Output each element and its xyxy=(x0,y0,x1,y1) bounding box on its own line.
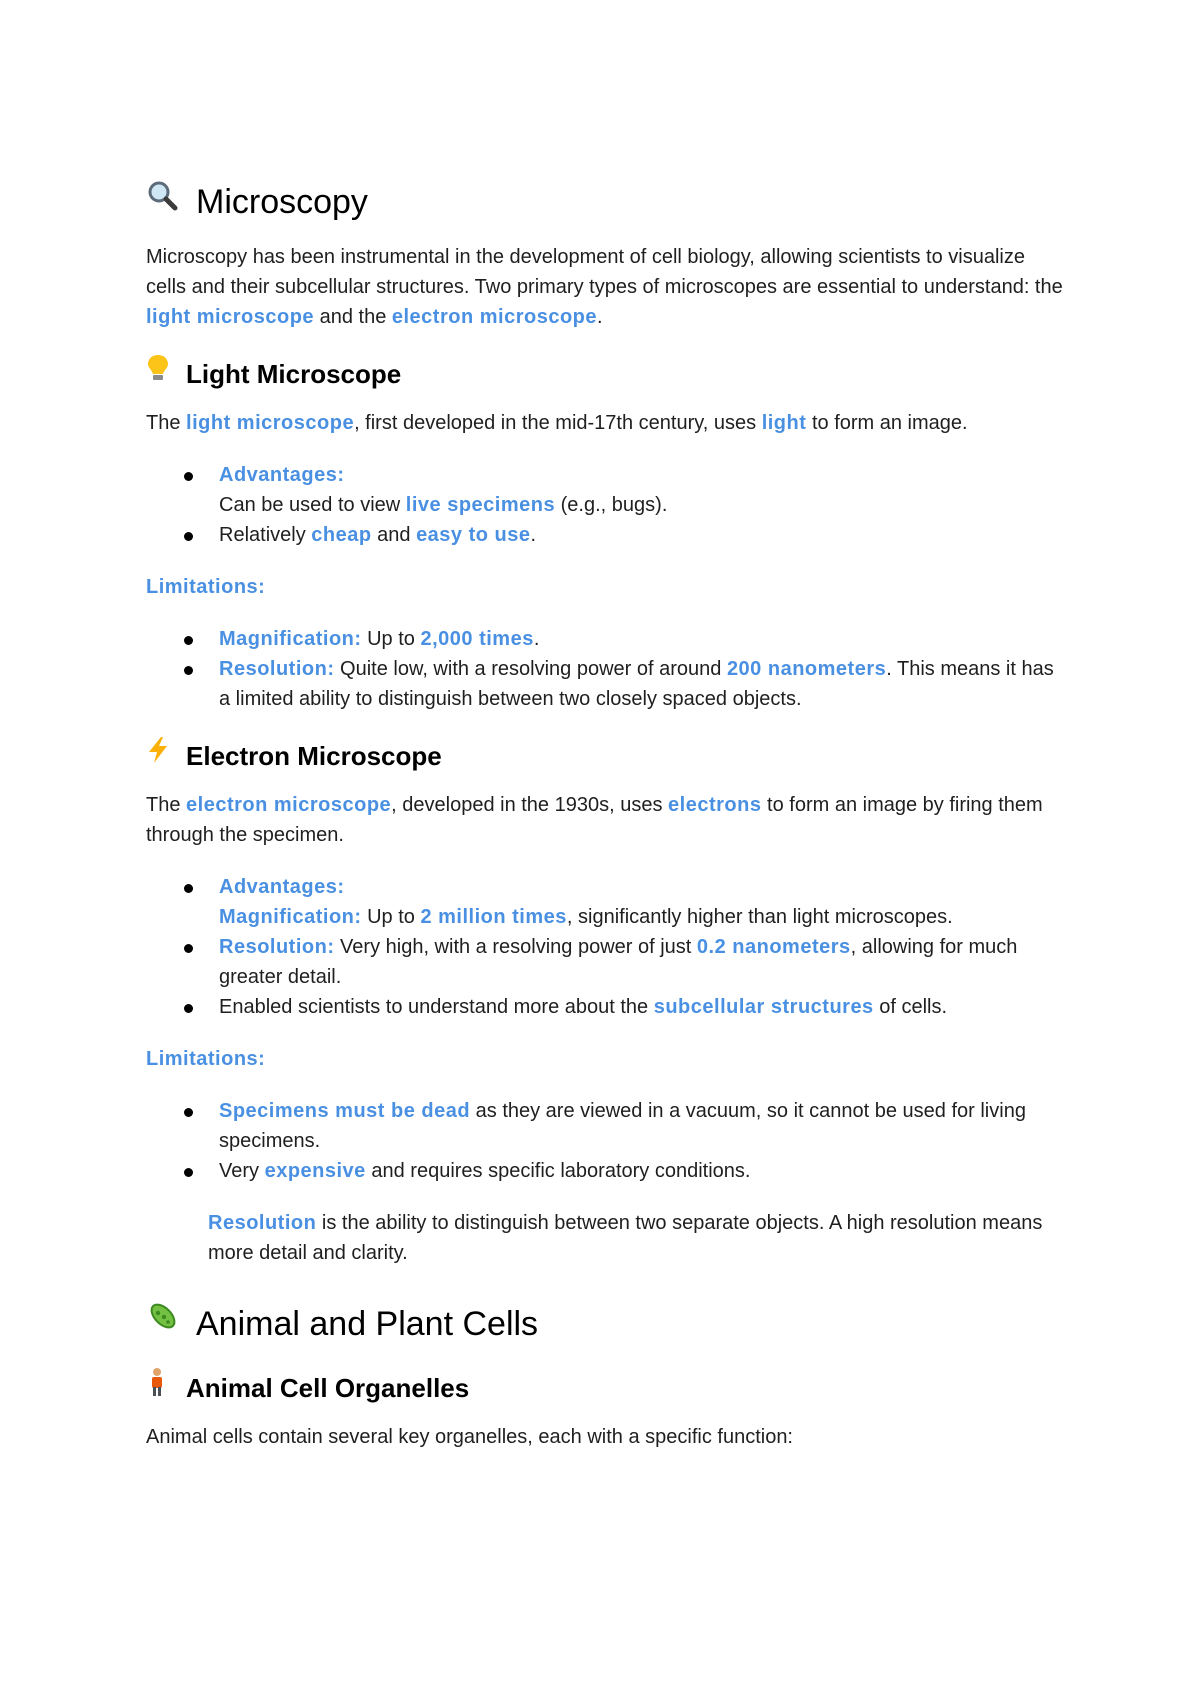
animal-cell-intro: Animal cells contain several key organelles, each with a specific function: xyxy=(146,1426,793,1448)
animal-cell-heading xyxy=(146,1368,1066,1408)
lightbulb-icon xyxy=(146,354,176,395)
electron-microscope-heading xyxy=(146,736,1066,776)
list-item: Specimens must be dead as they are viewed in a vacuum, so it cannot be used for living specimens. xyxy=(146,1096,1066,1156)
light-intro: The light microscope, first developed in the mid-17th century, uses light to form an image. xyxy=(146,412,968,434)
list-item: Resolution: Very high, with a resolving power of just 0.2 nanometers, allowing for much greater detail. xyxy=(146,932,1066,992)
list-item: Advantages: Can be used to view live specimens (e.g., bugs). xyxy=(146,460,1066,520)
light-microscope-title: Light Microscope xyxy=(186,359,402,389)
list-item: Resolution: Quite low, with a resolving power of around 200 nanometers. This means it has a limited ability to distinguish between two closely spaced objects. xyxy=(146,654,1066,714)
electron-limitations-list xyxy=(146,1096,1066,1186)
electron-intro: The electron microscope, developed in the 1930s, uses electrons to form an image by firing them through the specimen. xyxy=(146,794,1043,846)
light-microscope-heading xyxy=(146,354,1066,394)
list-item: Relatively cheap and easy to use. xyxy=(146,520,1066,550)
cells-heading xyxy=(146,1298,1066,1350)
document-page xyxy=(146,176,1066,1452)
lightning-icon xyxy=(146,736,176,777)
electron-limitations-label: Limitations: xyxy=(146,1048,266,1070)
list-item: Enabled scientists to understand more about the subcellular structures of cells. xyxy=(146,992,1066,1022)
list-item: Very expensive and requires specific laboratory conditions. xyxy=(146,1156,1066,1186)
electron-advantages-list xyxy=(146,872,1066,1022)
resolution-note: Resolution is the ability to distinguish between two separate objects. A high resolution means more detail and clarity. xyxy=(208,1212,1043,1264)
list-item: Advantages: Magnification: Up to 2 million times, significantly higher than light microscopes. xyxy=(146,872,1066,932)
animal-cell-title: Animal Cell Organelles xyxy=(186,1373,470,1403)
light-limitations-label: Limitations: xyxy=(146,576,266,598)
light-limitations-list xyxy=(146,624,1066,714)
microscopy-title: Microscopy xyxy=(196,183,368,221)
person-icon xyxy=(146,1367,176,1410)
microscopy-heading xyxy=(146,176,1066,228)
microscopy-intro: Microscopy has been instrumental in the development of cell biology, allowing scientists to visualize cells and their subcellular structures. Two primary types of microscopes are essential to understand: the light microscope and the electron microscope. xyxy=(146,246,1063,328)
magnifier-icon xyxy=(146,176,184,228)
microbe-icon xyxy=(146,1298,184,1350)
list-item: Magnification: Up to 2,000 times. xyxy=(146,624,1066,654)
electron-microscope-title: Electron Microscope xyxy=(186,741,442,771)
light-advantages-list xyxy=(146,460,1066,550)
cells-title: Animal and Plant Cells xyxy=(196,1305,539,1343)
